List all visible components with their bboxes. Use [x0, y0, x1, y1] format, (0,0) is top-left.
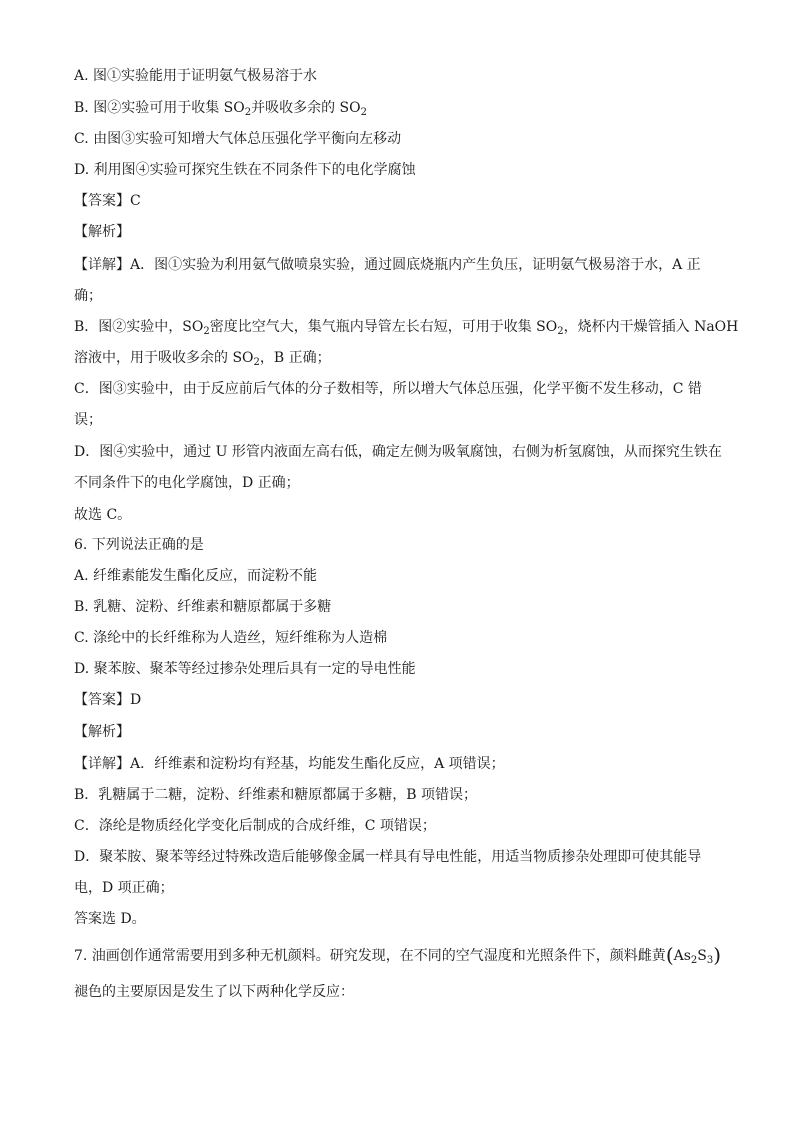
q6-analysis-heading: 【解析】 — [74, 724, 130, 740]
q6-answer: 【答案】D — [74, 692, 142, 708]
q5-option-d: D. 利用图④实验可探究生铁在不同条件下的电化学腐蚀 — [74, 162, 416, 178]
q5-option-a: A. 图①实验能用于证明氨气极易溶于水 — [74, 68, 318, 84]
q5-detail-d-line2: 不同条件下的电化学腐蚀，D 正确； — [74, 475, 300, 491]
q6-option-c: C. 涤纶中的长纤维称为人造丝，短纤维称为人造棉 — [74, 630, 388, 646]
q5-detail-d-line1: D．图④实验中，通过 U 形管内液面左高右低，确定左侧为吸氧腐蚀，右侧为析氢腐蚀，从而探究生铁在 — [74, 444, 722, 460]
q5-option-c: C. 由图③实验可知增大气体总压强化学平衡向左移动 — [74, 131, 402, 147]
q6-option-b: B. 乳糖、淀粉、纤维素和糖原都属于多糖 — [74, 599, 332, 615]
q5-detail-c-line1: C．图③实验中，由于反应前后气体的分子数相等，所以增大气体总压强，化学平衡不发生移动，C 错 — [74, 381, 702, 397]
q6-detail-d-line2: 电，D 项正确； — [74, 880, 174, 896]
q7-stem-line1: 7. 油画创作通常需要用到多种无机颜料。研究发现，在不同的空气湿度和光照条件下，颜料雌黄$(As_2S_3)$ — [74, 943, 722, 967]
q5-detail-b-line1: B．图②实验中，$SO_2$密度比空气大，集气瓶内导管左长右短，可用于收集 $SO_2$，烧杯内干燥管插入 NaOH — [74, 319, 739, 337]
q6-detail-a: 【详解】A．纤维素和淀粉均有羟基，均能发生酯化反应，A 项错误； — [74, 756, 505, 772]
q5-option-b: B. 图②实验可用于收集 $SO_2$并吸收多余的 $SO_2$ — [74, 100, 367, 118]
q5-detail-b-line2: 溶液中，用于吸收多余的 $SO_2$，B 正确； — [74, 350, 331, 368]
q7-stem-line2: 褪色的主要原因是发生了以下两种化学反应： — [74, 984, 354, 1000]
q5-answer: 【答案】C — [74, 193, 141, 209]
q5-analysis-heading: 【解析】 — [74, 224, 130, 240]
q6-detail-b: B．乳糖属于二糖，淀粉、纤维素和糖原都属于多糖，B 项错误； — [74, 787, 478, 803]
q5-detail-a-line1: 【详解】A．图①实验为利用氨气做喷泉实验，通过圆底烧瓶内产生负压，证明氨气极易溶于水，A 正 — [74, 257, 701, 273]
q6-conclusion: 答案选 D。 — [74, 911, 146, 927]
q6-stem: 6. 下列说法正确的是 — [74, 537, 204, 553]
q6-option-a: A. 纤维素能发生酯化反应，而淀粉不能 — [74, 568, 318, 584]
q6-detail-c: C．涤纶是物质经化学变化后制成的合成纤维，C 项错误； — [74, 818, 436, 834]
q6-option-d: D. 聚苯胺、聚苯等经过掺杂处理后具有一定的导电性能 — [74, 661, 416, 677]
q6-detail-d-line1: D．聚苯胺、聚苯等经过特殊改造后能够像金属一样具有导电性能，用适当物质掺杂处理即可使其能导 — [74, 849, 702, 865]
q5-conclusion: 故选 C。 — [74, 507, 132, 523]
q5-detail-a-line2: 确； — [74, 288, 102, 304]
q5-detail-c-line2: 误； — [74, 412, 102, 428]
